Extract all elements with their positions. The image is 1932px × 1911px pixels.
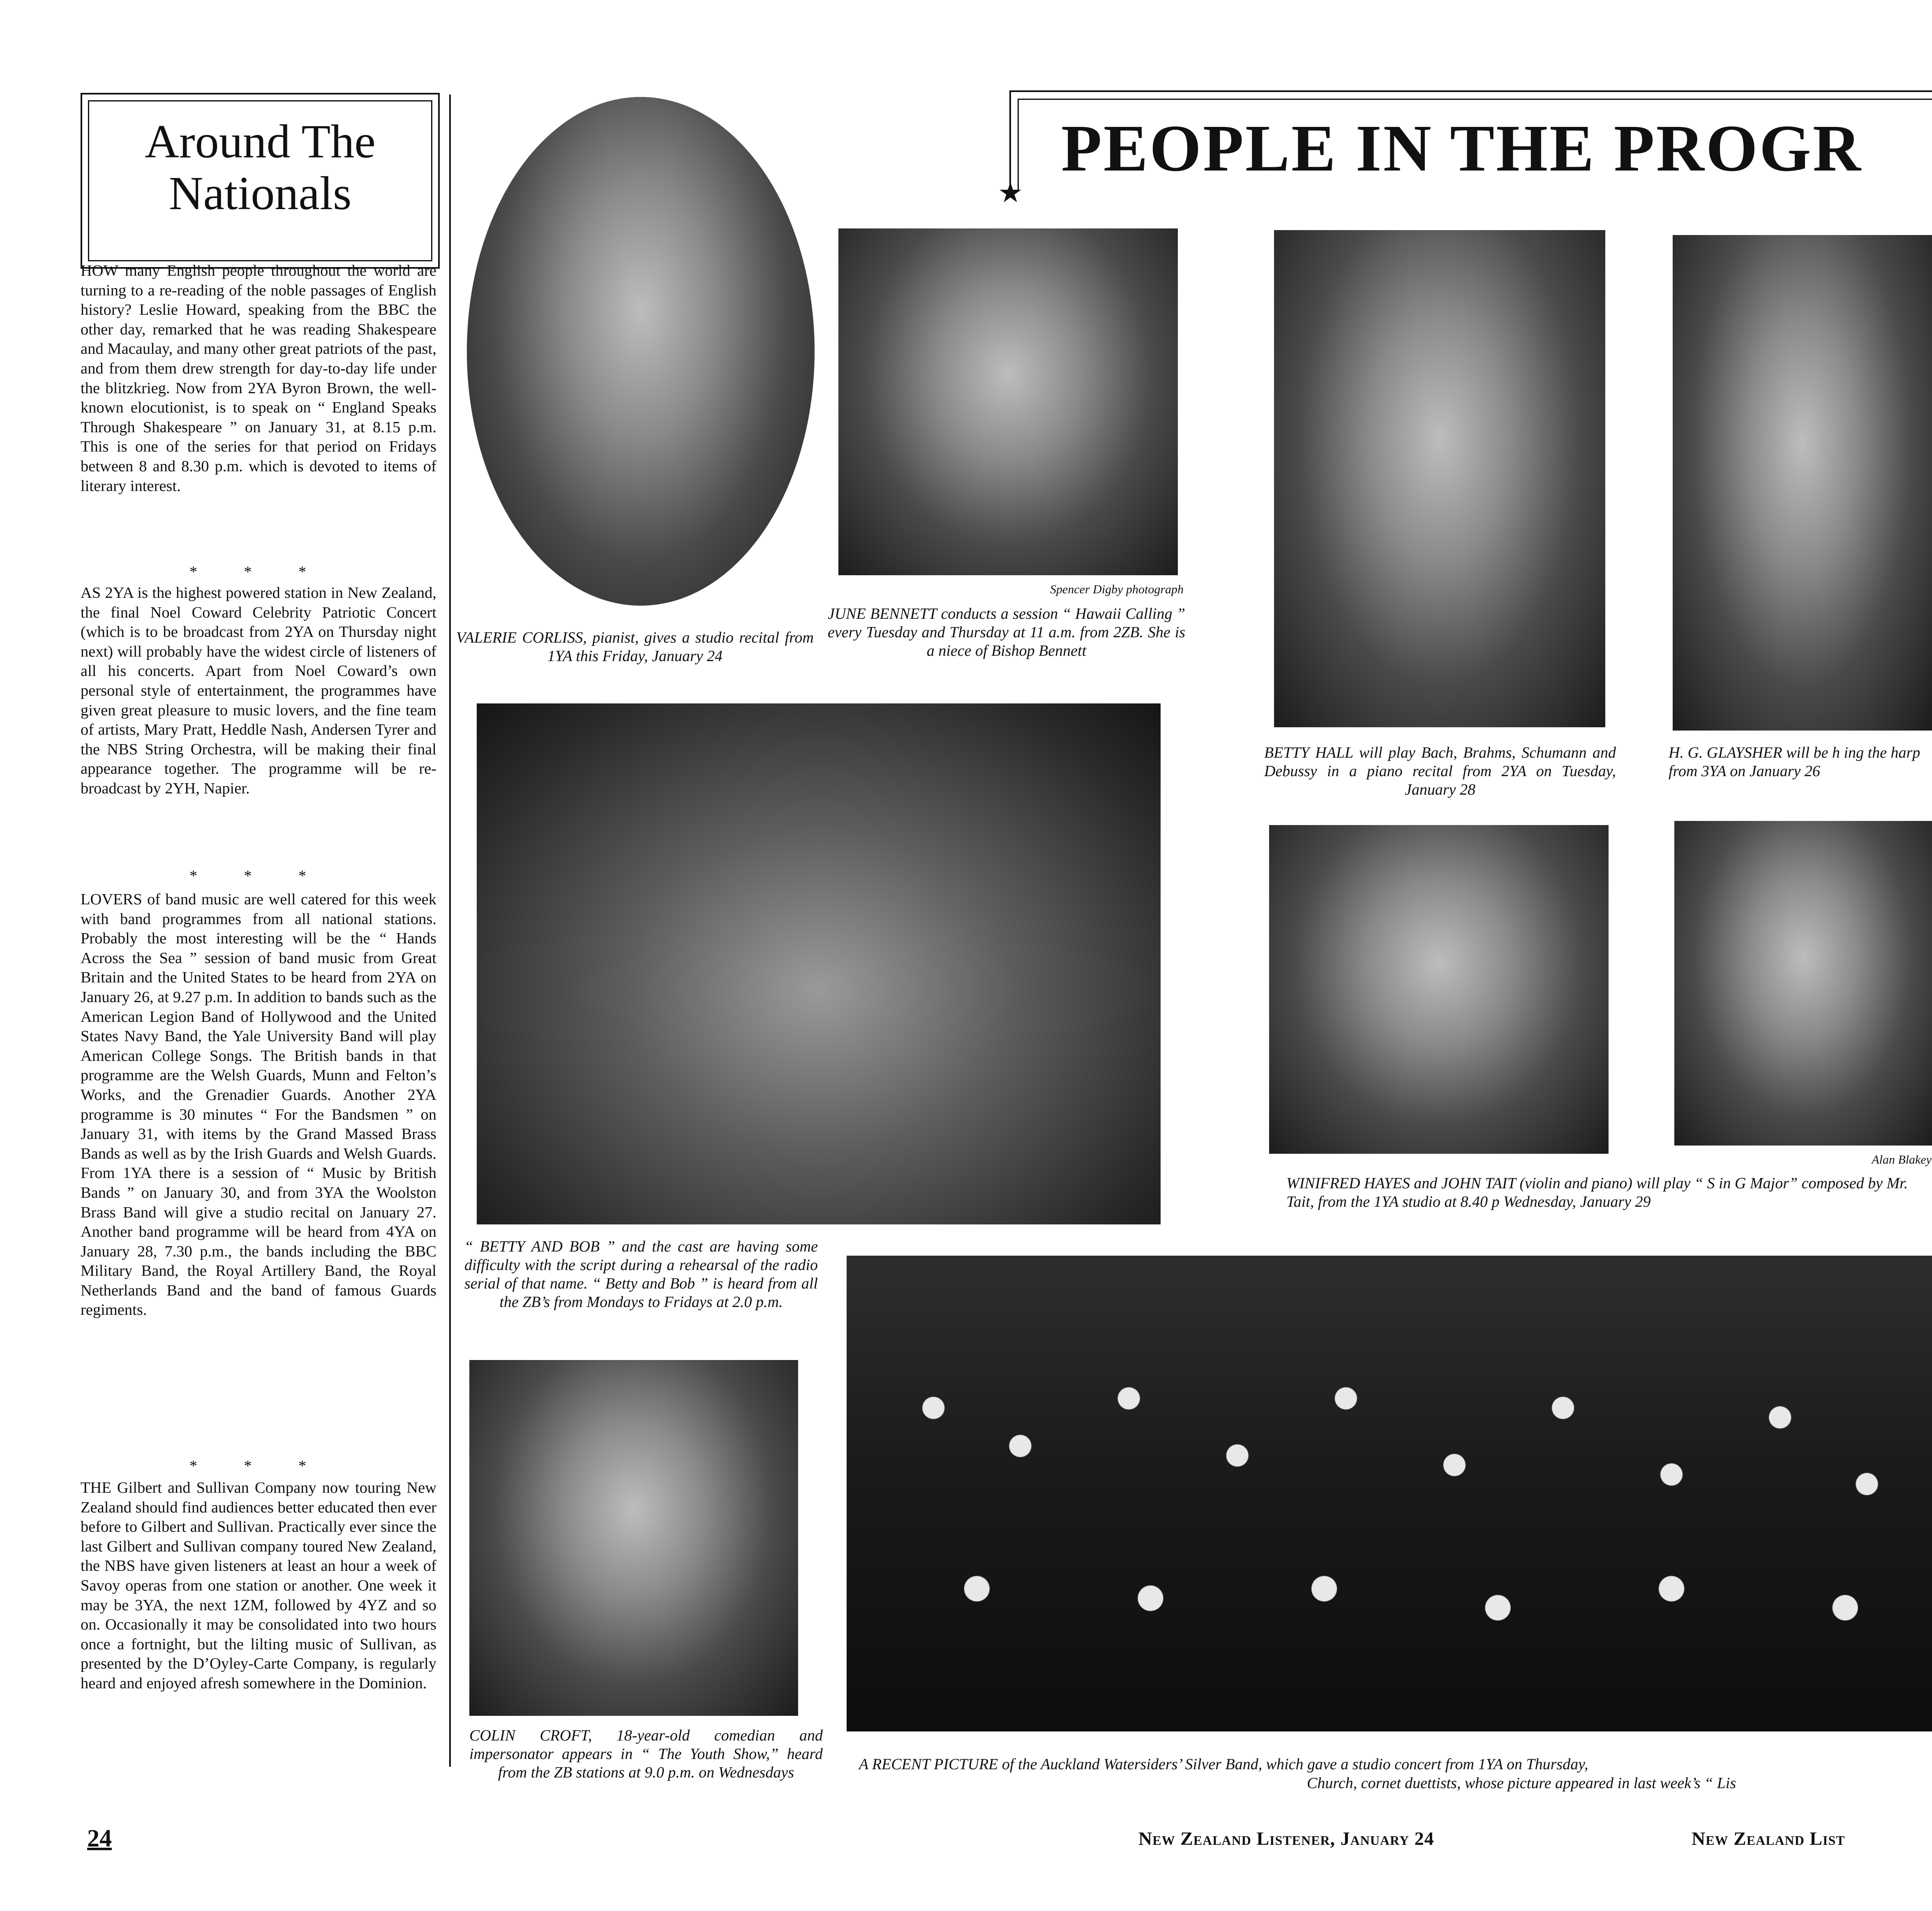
caption-june-bennett: JUNE BENNETT conducts a session “ Hawaii Calling ” every Tuesday and Thursday at 11 a.m. from 2ZB. She is a niece of Bishop Bennett [828,605,1185,659]
caption-silver-band-line2: Church, cornet duettists, whose picture appeared in last week’s “ Lis [1307,1775,1736,1792]
separator-stars-2: * * * [189,867,328,885]
photo-betty-hall [1274,230,1605,727]
caption-silver-band-line1: A RECENT PICTURE of the Auckland Watersiders’ Silver Band, which gave a studio concert from 1YA on Thursday, [859,1756,1588,1773]
photo-winifred-hayes [1269,825,1609,1154]
banner-title: PEOPLE IN THE PROGR [1061,112,1863,185]
caption-valerie-corliss: VALERIE CORLISS, pianist, gives a studio recital from 1YA this Friday, January 24 [456,629,814,665]
caption-glaysher: H. G. GLAYSHER will be h ing the harp from 3YA on January 26 [1669,744,1920,780]
separator-stars-3: * * * [189,1457,328,1475]
photo-june-bennett [838,228,1178,575]
photo-colin-croft [469,1360,798,1716]
sidebar-paragraph-2: AS 2YA is the highest powered station in New Zealand, the final Noel Coward Celebrity Patriotic Concert (which is to be broadcast from 2YA on Thursday night next) will probably have the widest circle of listeners of all his concerts. Apart from Noel Coward’s own personal style of entertainment, the programmes have given great pleasure to music lovers, and the fine team of artists, Mary Pratt, Heddle Nash, Andersen Tyrer and the NBS String Orchestra, will be making their final appearance together. The programme will be re-broadcast by 2YH, Napier. [81,584,436,797]
sidebar-heading-line2: Nationals [169,167,352,220]
sidebar-paragraph-4: THE Gilbert and Sullivan Company now touring New Zealand should find audiences better educated then ever before to Gilbert and Sullivan. Practically ever since the last Gilbert and Sullivan company toured New Zealand, the NBS have given listeners at least an hour a week of Savoy operas from one station or another. One week it may be 3YA, the next 1ZM, followed by 4YZ and so on. Occasionally it may be consolidated into two hours once a fortnight, but the lilting music of Sullivan, as presented by the D’Oyley-Carte Company, is regularly heard and enjoyed afresh somewhere in the Dominion. [81,1479,436,1692]
credit-spencer-digby: Spencer Digby photograph [1050,583,1184,596]
sidebar-paragraph-1: HOW many English people throughout the world are turning to a re-reading of the noble passages of English history? Leslie Howard, speaking from the BBC the other day, remarked that he was reading Shakespeare and Macaulay, and many other great patriots of the past, and from them drew strength for day-to-day life under the blitzkrieg. Now from 2YA Byron Brown, the well-known elocutionist, is to speak on “ England Speaks Through Shakespeare ” on January 31, at 8.15 p.m. This is one of the series for that period on Fridays between 8 and 8.30 p.m. which is devoted to items of literary interest. [81,262,436,495]
photo-silver-band [847,1256,1932,1731]
caption-betty-hall: BETTY HALL will play Bach, Brahms, Schumann and Debussy in a piano recital from 2YA on Tuesday, January 28 [1264,744,1616,798]
photo-betty-and-bob [477,703,1161,1224]
sidebar-heading-line1: Around The [145,115,376,168]
footer-masthead-right: New Zealand List [1692,1828,1845,1849]
sidebar-heading-box [81,93,440,269]
separator-stars-1: * * * [189,563,328,581]
sidebar-paragraph-3: LOVERS of band music are well catered for this week with band programmes from all national stations. Probably the most interesting will be the “ Hands Across the Sea ” session of band music from Great Britain and the United States to be heard from 2YA on January 26, at 9.27 p.m. In addition to bands such as the American Legion Band of Hollywood and the United States Navy Band, the Yale University Band will play American College Songs. The British bands in that programme are the Welsh Guards, Munn and Felton’s Works, and the Grenadier Guards. Another 2YA programme is 30 minutes “ For the Bandsmen ” on January 31, with items by the Grand Massed Brass Bands as well as by the Irish Guards and Welsh Guards. From 1YA there is a session of “ Music by British Bands ” on January 30, and from 3YA the Woolston Brass Band will give a studio recital on January 27. Another band programme will be heard from 4YA on January 28, 7.30 p.m., the bands including the BBC Military Band, the Royal Artillery Band, the Royal Netherlands Band and the band of famous Guards regiments. [81,891,436,1319]
credit-alan-blakey: Alan Blakey [1872,1153,1932,1166]
photo-valerie-corliss [467,97,815,606]
banner-star-icon: ★ [998,177,1023,208]
page-number: 24 [87,1825,112,1852]
caption-colin-croft: COLIN CROFT, 18-year-old comedian and impersonator appears in “ The Youth Show,” heard from the ZB stations at 9.0 p.m. on Wednesdays [469,1727,823,1781]
footer-masthead-left: New Zealand Listener, January 24 [1138,1828,1434,1849]
photo-glaysher [1673,235,1932,731]
column-rule [449,95,451,1767]
photo-john-tait [1674,821,1932,1146]
caption-hayes-tait: WINIFRED HAYES and JOHN TAIT (violin and piano) will play “ S in G Major” composed by Mr. Tait, from the 1YA studio at 8.40 p Wednesday, January 29 [1286,1175,1908,1210]
caption-betty-and-bob: “ BETTY AND BOB ” and the cast are having some difficulty with the script during a rehearsal of the radio serial of that name. “ Betty and Bob ” is heard from all the ZB’s from Mondays to Fridays at 2.0 p.m. [464,1238,818,1311]
